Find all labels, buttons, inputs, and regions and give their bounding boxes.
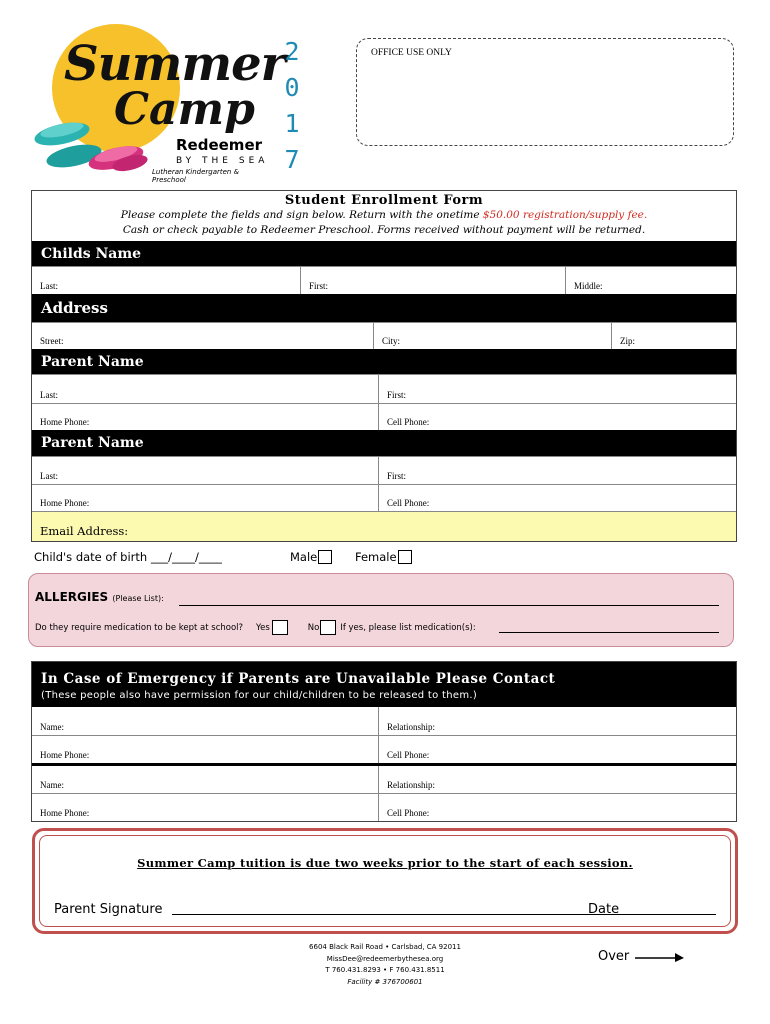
dob-field[interactable]: Child's date of birth ___/____/____ [34,550,222,564]
parent1-phone-row [32,403,736,430]
year-digit: 2 [284,37,300,66]
zip-field[interactable]: Zip: [611,323,736,349]
address-row [32,322,736,349]
footer-email: MissDee@redeemerbythesea.org [326,954,444,963]
medication-input-line[interactable] [499,632,719,633]
signature-box-inner [39,835,731,927]
pink-flipflop-2-icon [110,150,150,176]
logo-tagline: Lutheran Kindergarten & Preschool [152,168,240,184]
parent1-cell-phone-field[interactable]: Cell Phone: [378,404,736,430]
parent1-first-field[interactable]: First: [378,375,736,403]
arrow-right-icon [633,951,685,963]
parent2-first-field[interactable]: First: [378,457,736,484]
male-label: Male [290,550,318,564]
parent2-name-row [32,456,736,484]
male-checkbox[interactable] [318,550,332,564]
logo-summer-text: Summer [64,36,285,92]
date-label: Date [588,902,620,917]
emergency-title: In Case of Emergency if Parents are Unavailable Please Contact [41,671,556,687]
enrollment-form [31,190,737,542]
contact1-name-row [32,707,736,735]
email-field[interactable]: Email Address: [32,511,736,541]
male-option[interactable] [290,550,332,564]
allergies-input-line[interactable] [179,605,719,606]
allergies-label: ALLERGIES [35,590,109,604]
parent2-phone-row [32,484,736,511]
parent1-home-phone-field[interactable]: Home Phone: [40,417,90,427]
child-last-field[interactable]: Last: [40,281,58,291]
fee-text: $50.00 registration/supply fee. [482,209,648,221]
instructions-line-1 [32,208,736,223]
footer-phone: T 760.431.8293 • F 760.431.8511 [325,966,445,974]
parent-signature-line[interactable] [172,914,596,915]
office-use-box [356,38,734,146]
logo-by-the-sea: BY THE SEA [176,156,269,166]
emergency-subtitle: (These people also have permission for our child/children to be released to them.) [41,690,478,701]
instructions-text: Please complete the fields and sign below. Return with the onetime [120,209,483,221]
contact-footer [285,942,485,988]
contact1-cell-phone-field[interactable]: Cell Phone: [378,736,736,763]
no-checkbox[interactable] [320,620,336,635]
over-label: Over [598,949,630,964]
parent2-home-phone-field[interactable]: Home Phone: [40,498,90,508]
year-digit: 7 [284,145,300,174]
parent2-cell-phone-field[interactable]: Cell Phone: [378,485,736,511]
over-indicator [598,949,685,964]
parent1-last-field[interactable]: Last: [40,390,58,400]
summer-camp-logo [30,22,285,184]
signature-box [32,828,738,934]
female-option[interactable] [355,550,412,564]
year-digit: 0 [284,73,300,102]
medication-question: Do they require medication to be kept at school? [35,622,244,633]
allergies-note: (Please List): [112,594,164,603]
footer-address: 6604 Black Rail Road • Carlsbad, CA 92011 [309,943,461,951]
contact2-home-phone-field[interactable]: Home Phone: [40,808,90,818]
parent1-name-row [32,374,736,403]
yes-checkbox[interactable] [272,620,288,635]
footer-facility: Facility # 376700601 [347,977,423,986]
section-parent-2: Parent Name [32,430,736,456]
medication-question-row [35,620,476,635]
contact2-name-field[interactable]: Name: [40,780,64,790]
street-field[interactable]: Street: [40,336,64,346]
contact1-relationship-field[interactable]: Relationship: [378,707,736,735]
contact2-phone-row [32,793,736,821]
section-childs-name: Childs Name [32,241,736,266]
medication-list-label: If yes, please list medication(s): [340,622,476,633]
form-title: Student Enrollment Form [284,193,484,208]
female-checkbox[interactable] [398,550,412,564]
city-field[interactable]: City: [373,323,611,349]
office-use-label: OFFICE USE ONLY [371,48,452,58]
emergency-contacts [31,661,737,822]
female-label: Female [355,550,397,564]
logo-camp-text: Camp [114,84,255,135]
allergies-section [28,573,734,647]
child-first-field[interactable]: First: [300,267,565,294]
contact1-name-field[interactable]: Name: [40,722,64,732]
contact1-phone-row [32,735,736,763]
section-parent-1: Parent Name [32,349,736,374]
parent2-last-field[interactable]: Last: [40,471,58,481]
year-digit: 1 [284,109,300,138]
contact2-relationship-field[interactable]: Relationship: [378,766,736,793]
childs-name-row [32,266,736,294]
no-label: No [307,622,320,633]
emergency-header [32,662,736,707]
yes-label: Yes [256,622,270,633]
year-vertical [282,34,302,178]
contact2-cell-phone-field[interactable]: Cell Phone: [378,794,736,821]
logo-redeemer: Redeemer [176,136,263,154]
allergies-title [35,590,164,604]
date-line[interactable] [596,914,716,915]
form-header [32,191,736,241]
contact1-home-phone-field[interactable]: Home Phone: [40,750,90,760]
tuition-notice: Summer Camp tuition is due two weeks prior to the start of each session. [137,856,633,870]
instructions-line-2: Cash or check payable to Redeemer Preschool. Forms received without payment will be returned. [122,224,646,236]
parent-signature-label: Parent Signature [54,902,163,917]
section-address: Address [32,294,736,322]
child-middle-field[interactable]: Middle: [565,267,736,294]
contact2-name-row [32,763,736,793]
